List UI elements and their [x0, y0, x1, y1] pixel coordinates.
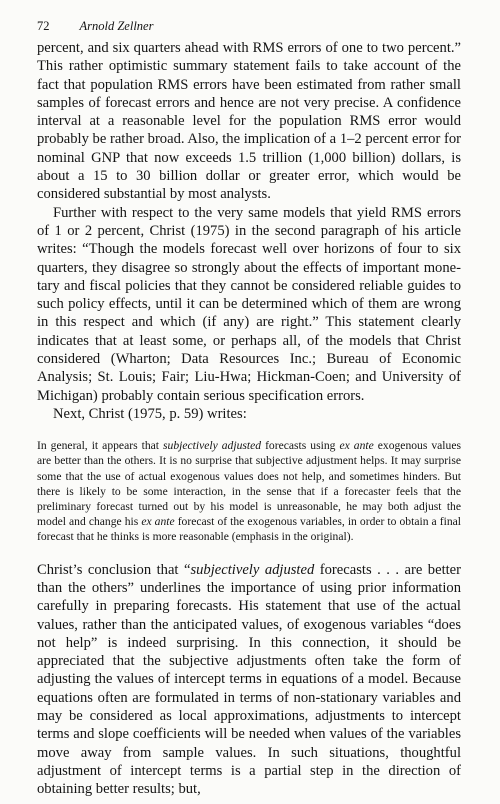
- block-quote: [37, 438, 461, 544]
- paragraph-conclusion: [37, 561, 461, 799]
- conclusion-emphasis: subjectively adjusted: [190, 561, 315, 578]
- running-header: [37, 18, 467, 34]
- quote-emphasis-2: ex ante: [339, 439, 374, 453]
- paragraph-christ-quote: Further with respect to the very same models that yield RMS errors of 1 or 2 percent, Christ (1975) in the second paragraph of his article writes: “Though the models forecast well over horizons of four to six quarters, they disagree so strongly about the effects of important monetary and fiscal policies that they cannot be considered reliable guides to such policy effects, until it can be determined which of them are wrong in this respect and which (if any) are right.” This statement clearly indicates that at least some, or perhaps all, of the models that Christ considered (Wharton; Data Resources Inc.; Bureau of Economic Analysis; St. Louis; Fair; Liu-Hwa; Hickman-Coen; and University of Michigan) probably contain serious specification errors.: [37, 204, 461, 404]
- conclusion-text-2: forecasts . . . are better than the others” underlines the importance of using prior information carefully in preparing forecasts. His statement that use of the actual values, rather than the anticipated values, of exogenous variables “does not help” is indeed surprising. In this connection, it should be appreciated that the subjective adjustments often take the form of adjusting the values of intercept terms in equations of a model. Because equations often are formulated in terms of non-stationary variables and may be considered as local approximations, adjustments to intercept terms and slope coefficients will be needed when values of the variables move away from sample values. In such situations, thoughtful adjustment of intercept terms is a partial step in the direction of obtaining better results; but,: [37, 561, 462, 798]
- quote-emphasis-3: ex ante: [141, 515, 175, 529]
- page-number: 72: [37, 19, 50, 33]
- page-body: [37, 39, 461, 799]
- running-author: Arnold Zellner: [79, 19, 154, 33]
- quote-emphasis-1: subjectively adjusted: [163, 439, 262, 453]
- quote-text-3: exogenous values are better than the others. It is no surprise that subjective adjustment helps. It may surprise some that the use of actual exogenous values does not help, and sometimes hinders. But there is likely to be some interaction, in the sense that if a forecaster feels that the preliminary forecast turned out by his model is unreasonable, he may both adjust the model and change his: [37, 439, 461, 529]
- conclusion-text-1: Christ’s conclusion that “: [37, 561, 191, 578]
- quote-text-1: In general, it appears that: [37, 439, 164, 453]
- paragraph-continued: percent, and six quarters ahead with RMS errors of one to two percent.” This rather optimistic summary statement fails to take account of the fact that population RMS errors have been estimated from rather small samples of forecast errors and hence are not very precise. A confidence interval at a reasonable level for the population RMS error would probably be rather broad. Also, the implication of a 1–2 percent error for nominal GNP that now exceeds 1.5 trillion (1,000 billion) dollars, is about a 15 to 30 billion dollar or greater error, which would be considered substantial by most analysts.: [37, 40, 461, 203]
- quote-text-4: forecast of the exogenous variables, in order to obtain a final forecast that he thinks is more reasonable (emphasis in the original).: [37, 515, 462, 544]
- quote-text-2: forecasts using: [261, 439, 340, 453]
- paragraph-next-christ: Next, Christ (1975, p. 59) writes:: [53, 405, 247, 422]
